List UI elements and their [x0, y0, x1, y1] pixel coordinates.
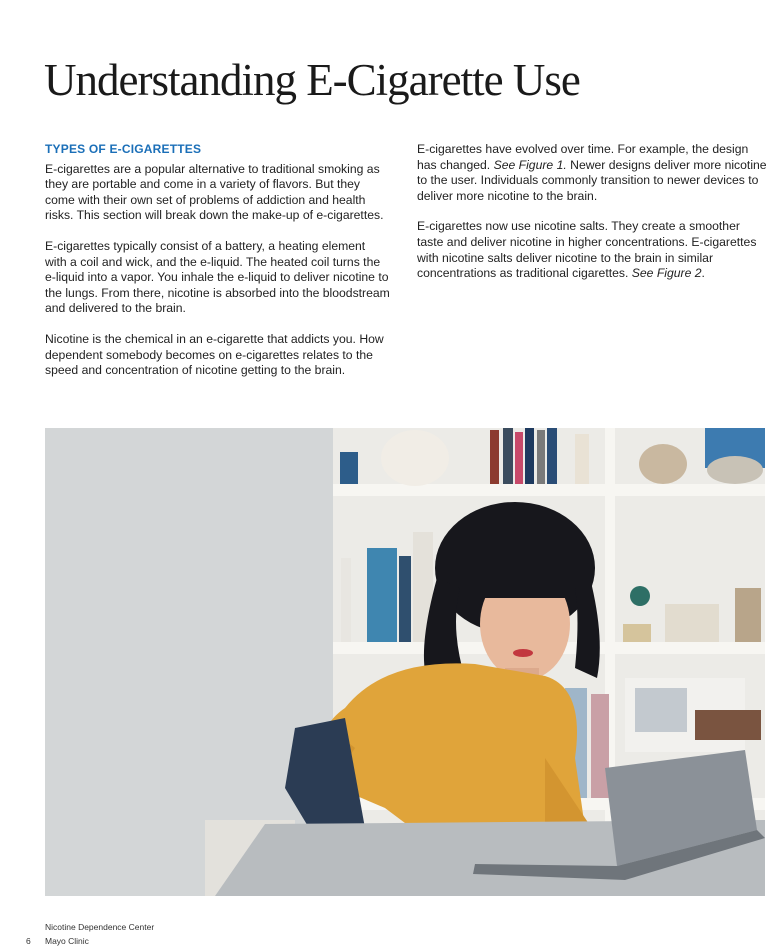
- salts-text-a: E-cigarettes now use nicotine salts. They create a smoother taste and deliver nicotine in higher concentrations. E-cigarettes with nicotine salts deliver nicotine to the brain in similar concentrations as traditional cigarettes.: [417, 219, 757, 281]
- page-number: 6: [26, 936, 31, 946]
- paragraph-components: E-cigarettes typically consist of a battery, a heating element with a coil and wick, and the e-liquid. The heated coil turns the e-liquid into a vapor. You inhale the e-liquid to deliver nicotine to the lungs. From there, nicotine is absorbed into the bloodstream and delivered to the brain.: [45, 238, 390, 316]
- footer-organization: Nicotine Dependence Center: [45, 922, 155, 932]
- evolution-text-a: E-cigarettes have evolved over time. For example, the design has changed.: [417, 142, 749, 172]
- paragraph-intro: E-cigarettes are a popular alternative to traditional smoking as they are portable and come in a variety of flavors. But they come with their own set of problems of addiction and health risks. This section will break down the make-up of e-cigarettes.: [45, 161, 384, 223]
- paragraph-nicotine: Nicotine is the chemical in an e-cigarette that addicts you. How dependent somebody becomes on e-cigarettes relates to the speed and concentration of nicotine getting to the brain.: [45, 331, 384, 378]
- left-column: [45, 142, 390, 394]
- figure-2-reference: See Figure 2: [631, 266, 702, 281]
- figure-1-reference: See Figure 1.: [493, 157, 567, 172]
- evolution-text-b: Newer designs deliver more nicotine to the user. Individuals commonly transition to newer devices to deliver more nicotine to the brain.: [417, 157, 767, 203]
- right-column: [417, 142, 769, 297]
- paragraph-nicotine-salts: [417, 219, 769, 281]
- paragraph-evolution: [417, 142, 769, 204]
- section-heading: TYPES OF E-CIGARETTES: [45, 142, 202, 156]
- photo-woman-using-laptop: [45, 428, 765, 896]
- salts-text-b: .: [701, 266, 705, 281]
- footer-brand: Mayo Clinic: [45, 936, 89, 946]
- page-title: Understanding E-Cigarette Use: [44, 55, 580, 105]
